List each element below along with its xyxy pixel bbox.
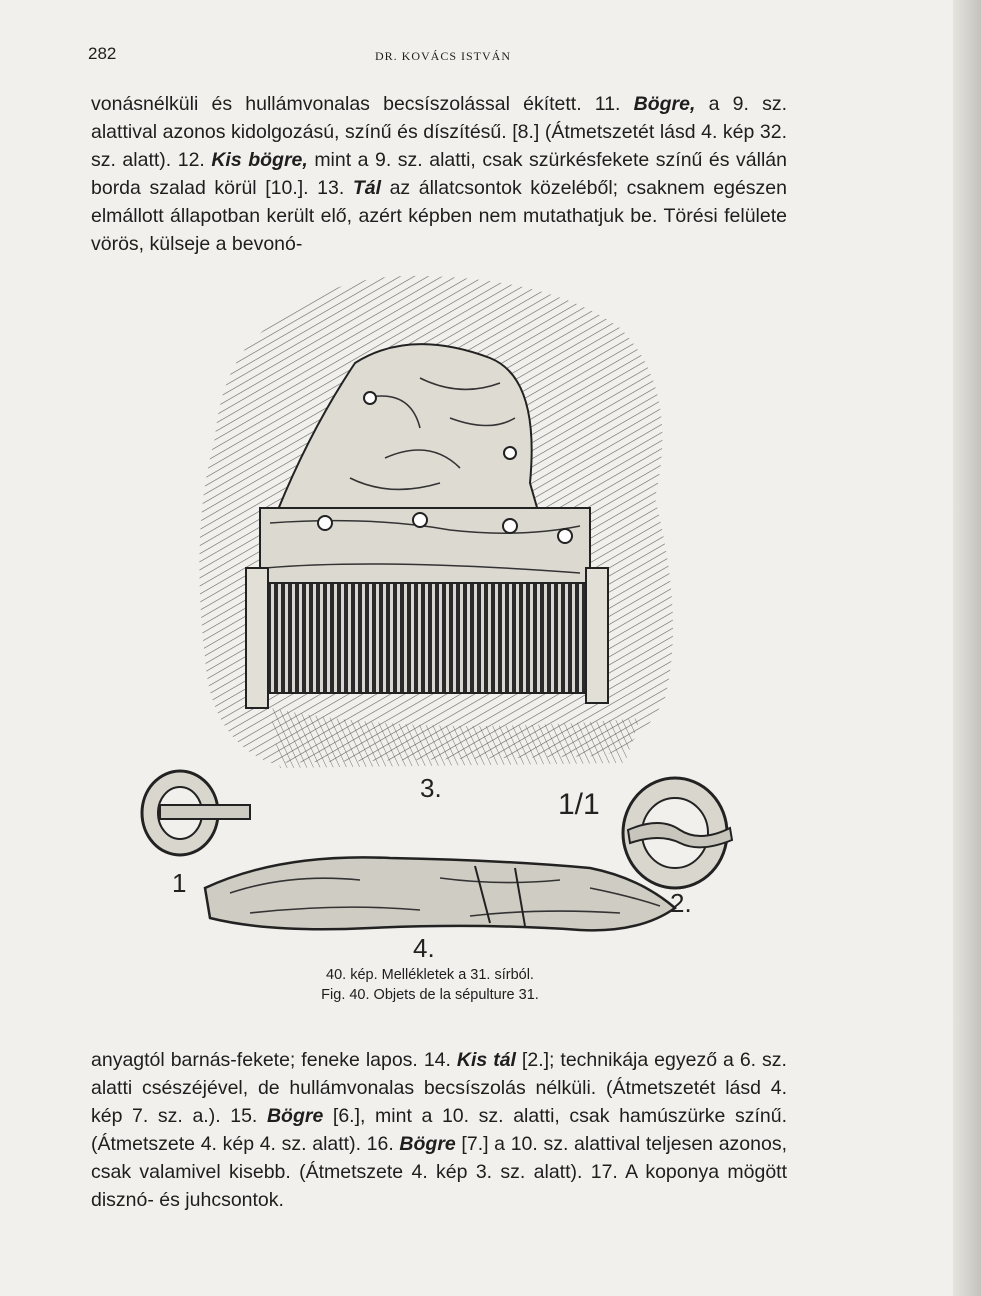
text-run: az állatcsontok közeléből; csaknem egészen elmállott állapotban került elő, azért képben nem mutathatjuk be. Törési felülete vörös, külseje a bevonó- <box>91 177 787 255</box>
text-run: a 9. sz. alattival azonos kidolgozású, színű és díszítésű. [8.] (Átmetszetét lásd 4. kép 32. sz. alatt). 12. <box>91 93 787 171</box>
page-edge <box>953 0 981 1296</box>
label-buckle-left: 1 <box>172 868 187 898</box>
paragraph-top <box>91 90 787 258</box>
item-title: Kis tál <box>456 1049 516 1071</box>
buckle-right-drawing <box>623 778 732 888</box>
text-run: vonásnélküli és hullámvonalas becsíszolással ékített. 11. <box>91 93 634 115</box>
text-run: mint a 9. sz. alatti, csak szürkésfekete színű és vállán borda szalad körül [10.]. 13. <box>91 149 787 199</box>
page-number: 282 <box>88 44 117 63</box>
text-run: anyagtól barnás-fekete; feneke lapos. 14. <box>91 1049 457 1071</box>
item-title: Tál <box>352 177 382 199</box>
label-scale: 1/1 <box>558 788 600 821</box>
paragraph-bottom <box>91 1046 787 1214</box>
text-run: [2.]; technikája egyező a 6. sz. alatti csészéjével, de hullámvonalas becsíszolás nélküli. (Átmetszetét lásd 4. kép 7. sz. a.). 15. <box>91 1049 787 1127</box>
item-title: Bögre <box>266 1105 324 1127</box>
knife-drawing <box>205 857 675 930</box>
label-comb: 3. <box>420 773 442 803</box>
item-title: Kis bögre, <box>211 149 308 171</box>
item-title: Bögre, <box>633 93 696 115</box>
caption-french: Fig. 40. Objets de la sépulture 31. <box>321 987 539 1003</box>
running-head: DR. KOVÁCS ISTVÁN <box>374 49 511 63</box>
paragraph-top-text <box>91 90 787 258</box>
text-run: [7.] a 10. sz. alattival teljesen azonos, csak valamivel kisebb. (Átmetszete 4. kép 3. sz. alatt). 17. A koponya mögött disznó- és juhcsontok. <box>91 1133 787 1211</box>
figure-illustration <box>120 268 740 968</box>
figure-caption <box>120 965 740 1005</box>
text-run: [6.], mint a 10. sz. alatti, csak hamúszürke színű. (Átmetszete 4. kép 4. sz. alatt). 16. <box>91 1105 787 1155</box>
paragraph-bottom-text <box>91 1046 787 1214</box>
buckle-left-drawing <box>142 771 250 855</box>
label-knife: 4. <box>413 933 435 963</box>
label-buckle-right: 2. <box>670 888 692 918</box>
caption-hungarian: 40. kép. Mellékletek a 31. sírból. <box>326 967 534 983</box>
figure-40 <box>120 268 740 978</box>
item-title: Bögre <box>399 1133 456 1155</box>
page-header <box>88 44 798 68</box>
